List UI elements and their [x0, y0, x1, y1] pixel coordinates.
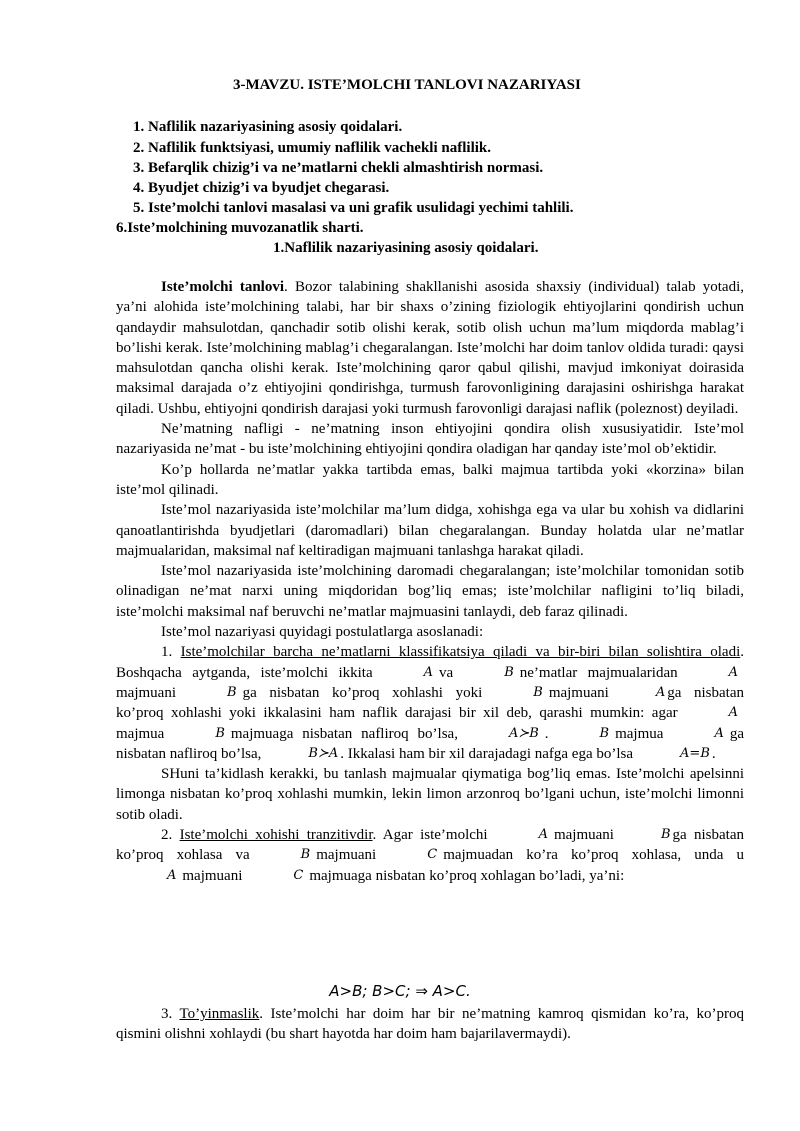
section-heading: 1.Naflilik nazariyasining asosiy qoidalari. — [273, 240, 539, 256]
paragraph-consumer-choice — [116, 277, 744, 419]
postulate-2-title: Iste’molchi xohishi tranzitivdir — [179, 827, 373, 844]
body-text — [116, 277, 744, 886]
math-var-b: B — [660, 827, 671, 843]
math-a-eq-b: A=B — [680, 745, 710, 761]
paragraph-note: SHuni ta’kidlash kerakki, bu tanlash majmualar qiymatiga bog’liq emas. Iste’molchi apelsinni limonga nisbatan ko’proq xohlashi mumkin, lekin limon arzonroq bo’lgani uchun, iste’molchi limonni sotib oladi. — [116, 766, 744, 823]
math-var-a: A — [728, 705, 738, 721]
math-var-b: B — [227, 684, 237, 700]
math-var-a: A — [167, 867, 177, 883]
document-title: 3-MAVZU. ISTE’MOLCHI TANLOVI NAZARIYASI — [233, 77, 581, 93]
postulate-nonsatiation: 3. To’yinmaslik. Iste’molchi har doim har bir ne’matning kamroq qismidan ko’ra, ko’proq qismini olishni xohlaydi (bu shart hayotda har doim ham bajarilavermaydi). — [116, 1006, 744, 1043]
math-var-b: B — [533, 684, 543, 700]
paragraph-basket: Ko’p hollarda ne’matlar yakka tartibda emas, balki majmua tartibda yoki «korzina» bilan iste’mol qilinadi. — [116, 461, 744, 498]
term-consumer-choice: Iste’molchi tanlovi — [161, 279, 285, 295]
toc-item-1: 1. Naflilik nazariyasining asosiy qoidalari. — [133, 119, 403, 135]
paragraph-text: . Bozor talabining shakllanishi asosida shaxsiy (individual) talab yotadi, ya’ni alohida iste’molchining talabi, har bir shaxs o’zining fiziologik ehtiyojlarini qondirish uchun qandaydir mahsulotdan, qanchadir sotib olishi kerak, sotib olish uchun ma’lum miqdorda mablag’i bo’lishi kerak. Iste’molchining mablag’i chegaralangan. Iste’molchi har doim tanlov oldida turadi: qaysi mahsulotdan qancha olishi kerak. Iste’molchining qaror qabul qilishi, mavjud imkoniyat doirasida maksimal darajada o’z ehtiyojini qondirishga, turmush farovonligining darajasini oshirishga harakat qiladi. Ushbu, ehtiyojni qondirish darajasi yoki turmush farovonligi darajasi naflik (poleznost) deyiladi. — [116, 279, 745, 417]
math-var-a: A — [728, 664, 738, 680]
math-var-c: C — [293, 867, 304, 883]
body-text-continued — [116, 1004, 744, 1045]
postulate-3-title: To’yinmaslik — [179, 1006, 260, 1022]
math-b-pref-a: B≻A — [308, 745, 339, 761]
postulate-1-title: Iste’molchilar barcha ne’matlarni klassifikatsiya qiladi va bir-biri bilan solishtira oladi — [180, 644, 741, 661]
toc-item-2: 2. Naflilik funktsiyasi, umumiy naflilik vachekli naflilik. — [133, 140, 491, 156]
toc-item-3: 3. Befarqlik chizig’i va ne’matlarni chekli almashtirish normasi. — [133, 160, 544, 176]
math-var-a: A — [655, 684, 666, 700]
postulate-completeness: 1. Iste’molchilar barcha ne’matlarni klassifikatsiya qiladi va bir-biri bilan solishtira oladi. Boshqacha aytganda, iste’molchi ikkita A va B ne’matlar majmualaridan Amajmuani B ga nisbatan ko’proq xohlashi yoki B majmuani A ga nisbatan ko’proq xohlashi yoki ikkalasini ham naflik darajasi bir xil deb, qarashi mumkin: agar Amajmua B majmuaga nisbatan nafliroq bo’lsa, A≻B . B majmua A ga nisbatan nafliroq bo’lsa, B≻A . Ikkalasi ham bir xil darajadagi nafga ega bo’lsa A=B . — [116, 642, 744, 764]
toc-item-5: 5. Iste’molchi tanlovi masalasi va uni grafik usulidagi yechimi tahlili. — [133, 200, 574, 216]
paragraph-assumptions: Iste’mol nazariyasida iste’molchining daromadi chegaralangan; iste’molchilar tomonidan sotib olinadigan ne’mat narxi uning miqdoridan bog’liq emas; iste’molchilar nafligini to’liq biladi, iste’molchi maksimal naf beruvchi ne’matlar majmuasini tanlaydi, deb faraz qilinadi. — [116, 563, 744, 620]
math-var-b: B — [215, 725, 225, 741]
math-var-b: B — [300, 847, 311, 863]
math-var-c: C — [427, 847, 438, 863]
math-var-a: A — [538, 827, 548, 843]
math-var-b: B — [599, 725, 610, 741]
toc-item-6: 6.Iste’molchining muvozanatlik sharti. — [116, 220, 364, 236]
math-var-b: B — [504, 664, 514, 680]
paragraph-utility: Ne’matning nafligi - ne’matning inson ehtiyojini qondira olish xususiyatidir. Iste’mol nazariyasida ne’mat - bu iste’molchining ehtiyojini qondira oladigan har qanday iste’mol ob’ektidir. — [116, 421, 744, 458]
postulate-transitivity: 2. Iste’molchi xohishi tranzitivdir. Agar iste’molchi A majmuani B ga nisbatan ko’proq xohlasa va B majmuani C majmuadan ko’ra ko’proq xohlasa, unda uA majmuani C majmuaga nisbatan ko’proq xohlagan bo’ladi, ya’ni: — [116, 825, 744, 886]
paragraph-budget: Iste’mol nazariyasida iste’molchilar ma’lum didga, xohishga ega va ular bu xohish va didlarini qanoatlantirishda byudjetlari (daromadlari) bilan chegaralangan. Bunday holatda ular ne’matlar majmualaridan, maksimal naf keltiradigan majmuani tanlashga harakat qiladi. — [116, 502, 744, 559]
math-var-a: A — [714, 725, 724, 741]
transitivity-formula: A>B; B>C; ⇒ A>C. — [329, 982, 471, 1000]
math-var-a: A — [423, 664, 434, 680]
math-a-pref-b: A≻B — [508, 725, 539, 741]
paragraph-postulates-intro: Iste’mol nazariyasi quyidagi postulatlarga asoslanadi: — [161, 624, 484, 641]
toc-item-4: 4. Byudjet chizig’i va byudjet chegarasi. — [133, 180, 390, 196]
